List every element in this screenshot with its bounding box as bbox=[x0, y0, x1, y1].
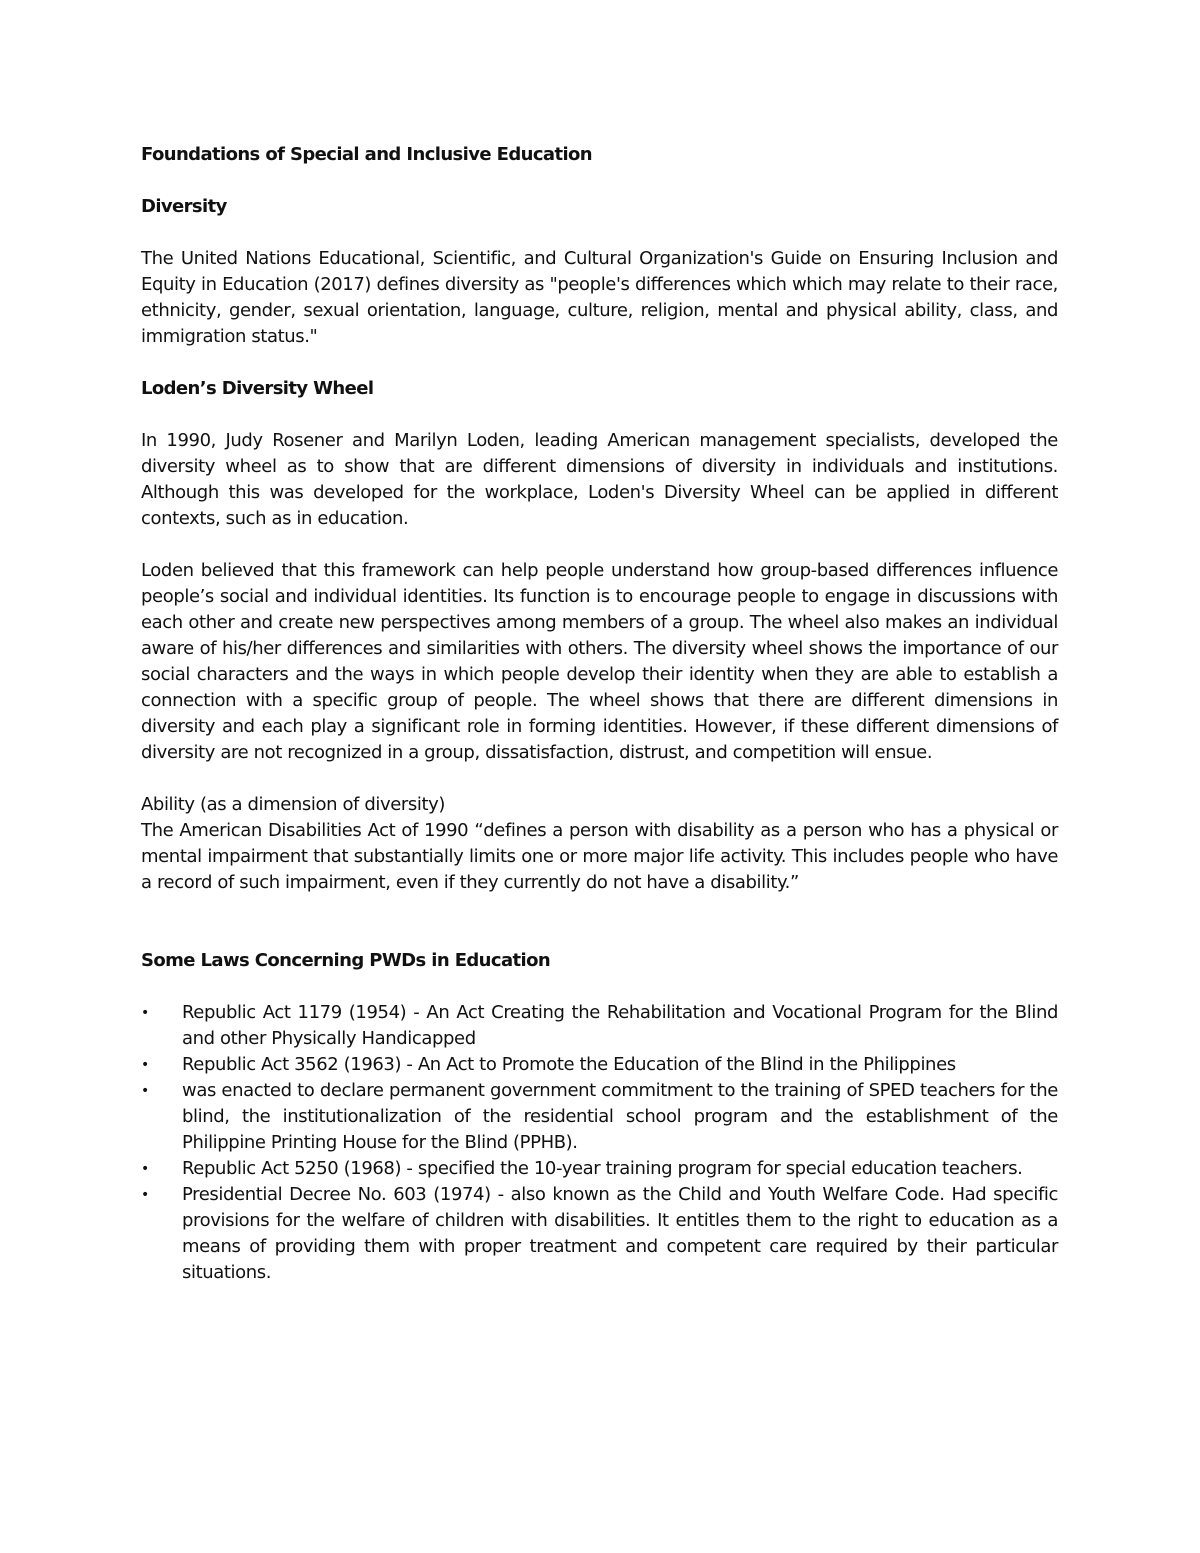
laws-heading: Some Laws Concerning PWDs in Education bbox=[141, 950, 551, 971]
ability-paragraph: The American Disabilities Act of 1990 “defines a person with disability as a person who has a physical or mental impairment that substantially limits one or more major life activity. This includes people who have a record of such impairment, even if they currently do not have a disability.” bbox=[141, 820, 1058, 893]
list-item bbox=[141, 1182, 1058, 1286]
loden-paragraph-2: Loden believed that this framework can help people understand how group-based differences influence people’s social and individual identities. Its function is to encourage people to engage in discussions with each other and create new perspectives among members of a group. The wheel also makes an individual aware of his/her differences and similarities with others. The diversity wheel shows the importance of our social characters and the ways in which people develop their identity when they are able to establish a connection with a specific group of people. The wheel shows that there are different dimensions in diversity and each play a significant role in forming identities. However, if these different dimensions of diversity are not recognized in a group, dissatisfaction, distrust, and competition will ensue. bbox=[141, 560, 1058, 763]
list-item-text: Republic Act 1179 (1954) - An Act Creating the Rehabilitation and Vocational Program for the Blind and other Physically Handicapped bbox=[182, 1002, 1058, 1049]
laws-list bbox=[141, 1000, 1058, 1286]
list-item-text: Presidential Decree No. 603 (1974) - also known as the Child and Youth Welfare Code. Had specific provisions for the welfare of children with disabilities. It entitles them to the right to education as a means of providing them with proper treatment and competent care required by their particular situations. bbox=[182, 1184, 1058, 1283]
list-item-text: Republic Act 3562 (1963) - An Act to Promote the Education of the Blind in the Philippines bbox=[182, 1054, 956, 1075]
loden-heading: Loden’s Diversity Wheel bbox=[141, 378, 374, 399]
section-spacer bbox=[141, 896, 1058, 948]
list-item bbox=[141, 1078, 1058, 1156]
list-item-text: was enacted to declare permanent government commitment to the training of SPED teachers for the blind, the institutionalization of the residential school program and the establishment of the Philippine Printing House for the Blind (PPHB). bbox=[182, 1080, 1058, 1153]
loden-paragraph-1: In 1990, Judy Rosener and Marilyn Loden, leading American management specialists, developed the diversity wheel as to show that are different dimensions of diversity in individuals and institutions. Although this was developed for the workplace, Loden's Diversity Wheel can be applied in different contexts, such as in education. bbox=[141, 430, 1058, 529]
bullet-icon: • bbox=[141, 1187, 149, 1203]
document-title: Foundations of Special and Inclusive Education bbox=[141, 144, 593, 165]
ability-label: Ability (as a dimension of diversity) bbox=[141, 794, 445, 815]
list-item bbox=[141, 1000, 1058, 1052]
bullet-icon: • bbox=[141, 1083, 149, 1099]
bullet-icon: • bbox=[141, 1005, 149, 1021]
list-item bbox=[141, 1156, 1058, 1182]
list-item bbox=[141, 1052, 1058, 1078]
bullet-icon: • bbox=[141, 1057, 149, 1073]
diversity-heading: Diversity bbox=[141, 196, 227, 217]
list-item-text: Republic Act 5250 (1968) - specified the 10-year training program for special education teachers. bbox=[182, 1158, 1023, 1179]
diversity-paragraph: The United Nations Educational, Scientific, and Cultural Organization's Guide on Ensuring Inclusion and Equity in Education (2017) defines diversity as "people's differences which which may relate to their race, ethnicity, gender, sexual orientation, language, culture, religion, mental and physical ability, class, and immigration status." bbox=[141, 248, 1058, 347]
bullet-icon: • bbox=[141, 1161, 149, 1177]
